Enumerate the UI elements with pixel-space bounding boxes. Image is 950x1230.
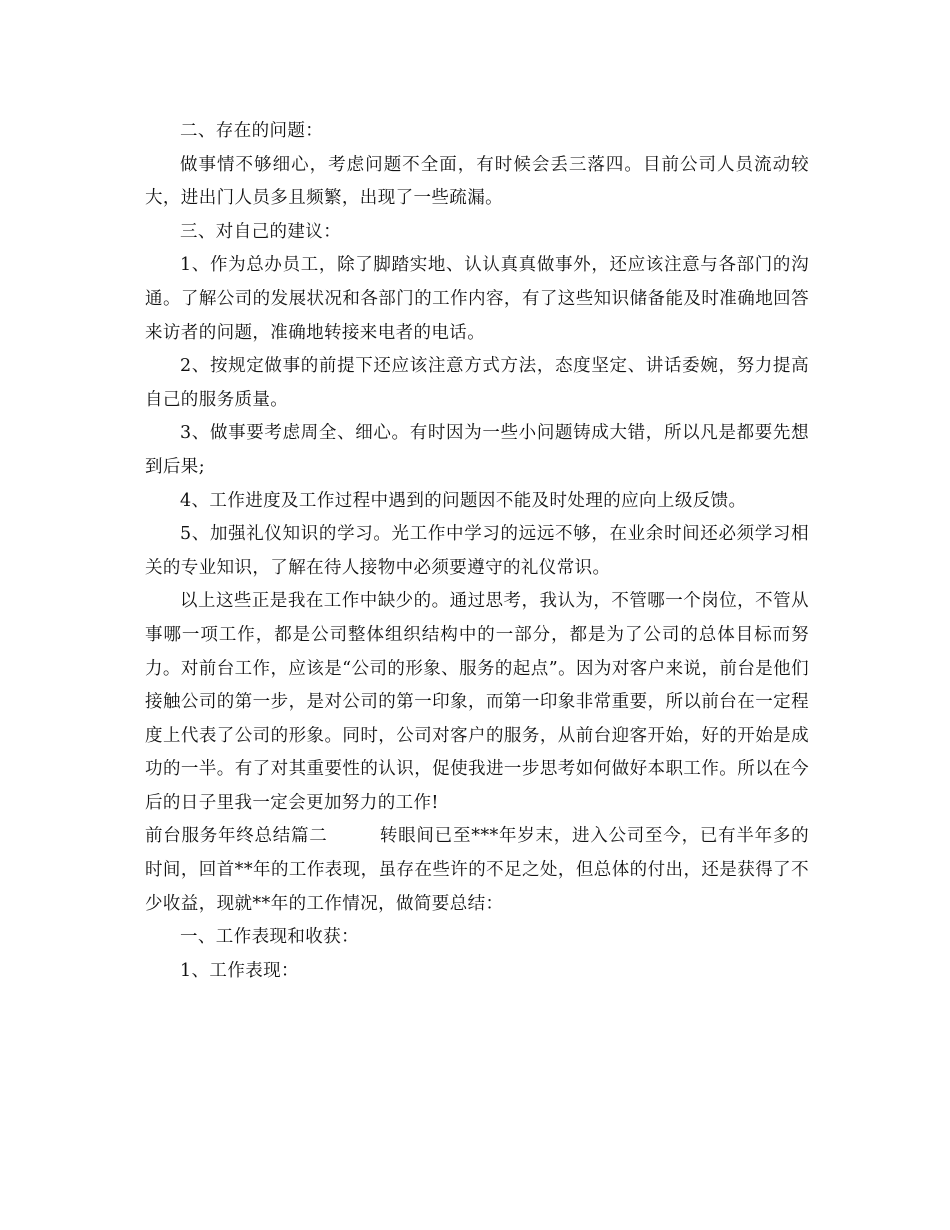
paragraph-problems-detail: 做事情不够细心，考虑问题不全面，有时候会丢三落四。目前公司人员流动较大，进出门人员多且频繁，出现了一些疏漏。 [145, 154, 809, 209]
suggestion-item-2: 2、按规定做事的前提下还应该注意方式方法，态度坚定、讲话委婉，努力提高自己的服务质量。 [145, 356, 809, 410]
heading-existing-problems: 二、存在的问题： [180, 121, 324, 141]
heading-work-performance-gains: 一、工作表现和收获： [180, 927, 359, 948]
paragraph-conclusion: 以上这些正是我在工作中缺少的。通过思考，我认为，不管哪一个岗位，不管从事哪一项工作，都是公司整体组织结构中的一部分，都是为了公司的总体目标而努力。对前台工作，应该是“公司的形象、服务的起点”。因为对客户来说，前台是他们接触公司的第一步，是对公司的第一印象，而第一印象非常重要，所以前台在一定程度上代表了公司的形象。同时，公司对客户的服务，从前台迎客开始，好的开始是成功的一半。有了对其重要性的认识，促使我进一步思考如何做好本职工作。所以在今后的日子里我一定会更加努力的工作! [145, 591, 809, 813]
suggestion-item-1: 1、作为总办员工，除了脚踏实地、认认真真做事外，还应该注意与各部门的沟通。了解公司的发展状况和各部门的工作内容，有了这些知识储备能及时准确地回答来访者的问题，准确地转接来电者的电话。 [145, 255, 809, 343]
suggestion-item-4: 4、工作进度及工作过程中遇到的问题因不能及时处理的应向上级反馈。 [180, 490, 747, 511]
suggestion-item-5: 5、加强礼仪知识的学习。光工作中学习的远远不够，在业余时间还必须学习相关的专业知识，了解在待人接物中必须要遵守的礼仪常识。 [145, 524, 809, 578]
section-intro: 转眼间已至***年岁末，进入公司至今，已有半年多的时间，回首**年的工作表现，虽存在些许的不足之处，但总体的付出，还是获得了不少收益，现就**年的工作情况，做简要总结： [145, 826, 810, 914]
document-body [145, 115, 809, 988]
suggestion-item-3: 3、做事要考虑周全、细心。有时因为一些小问题铸成大错，所以凡是都要先想到后果; [145, 423, 809, 477]
section-title: 前台服务年终总结篇二 [145, 826, 328, 847]
subheading-work-performance: 1、工作表现： [180, 960, 299, 981]
section-two-paragraph [145, 820, 809, 921]
heading-self-suggestions: 三、对自己的建议： [180, 221, 342, 242]
